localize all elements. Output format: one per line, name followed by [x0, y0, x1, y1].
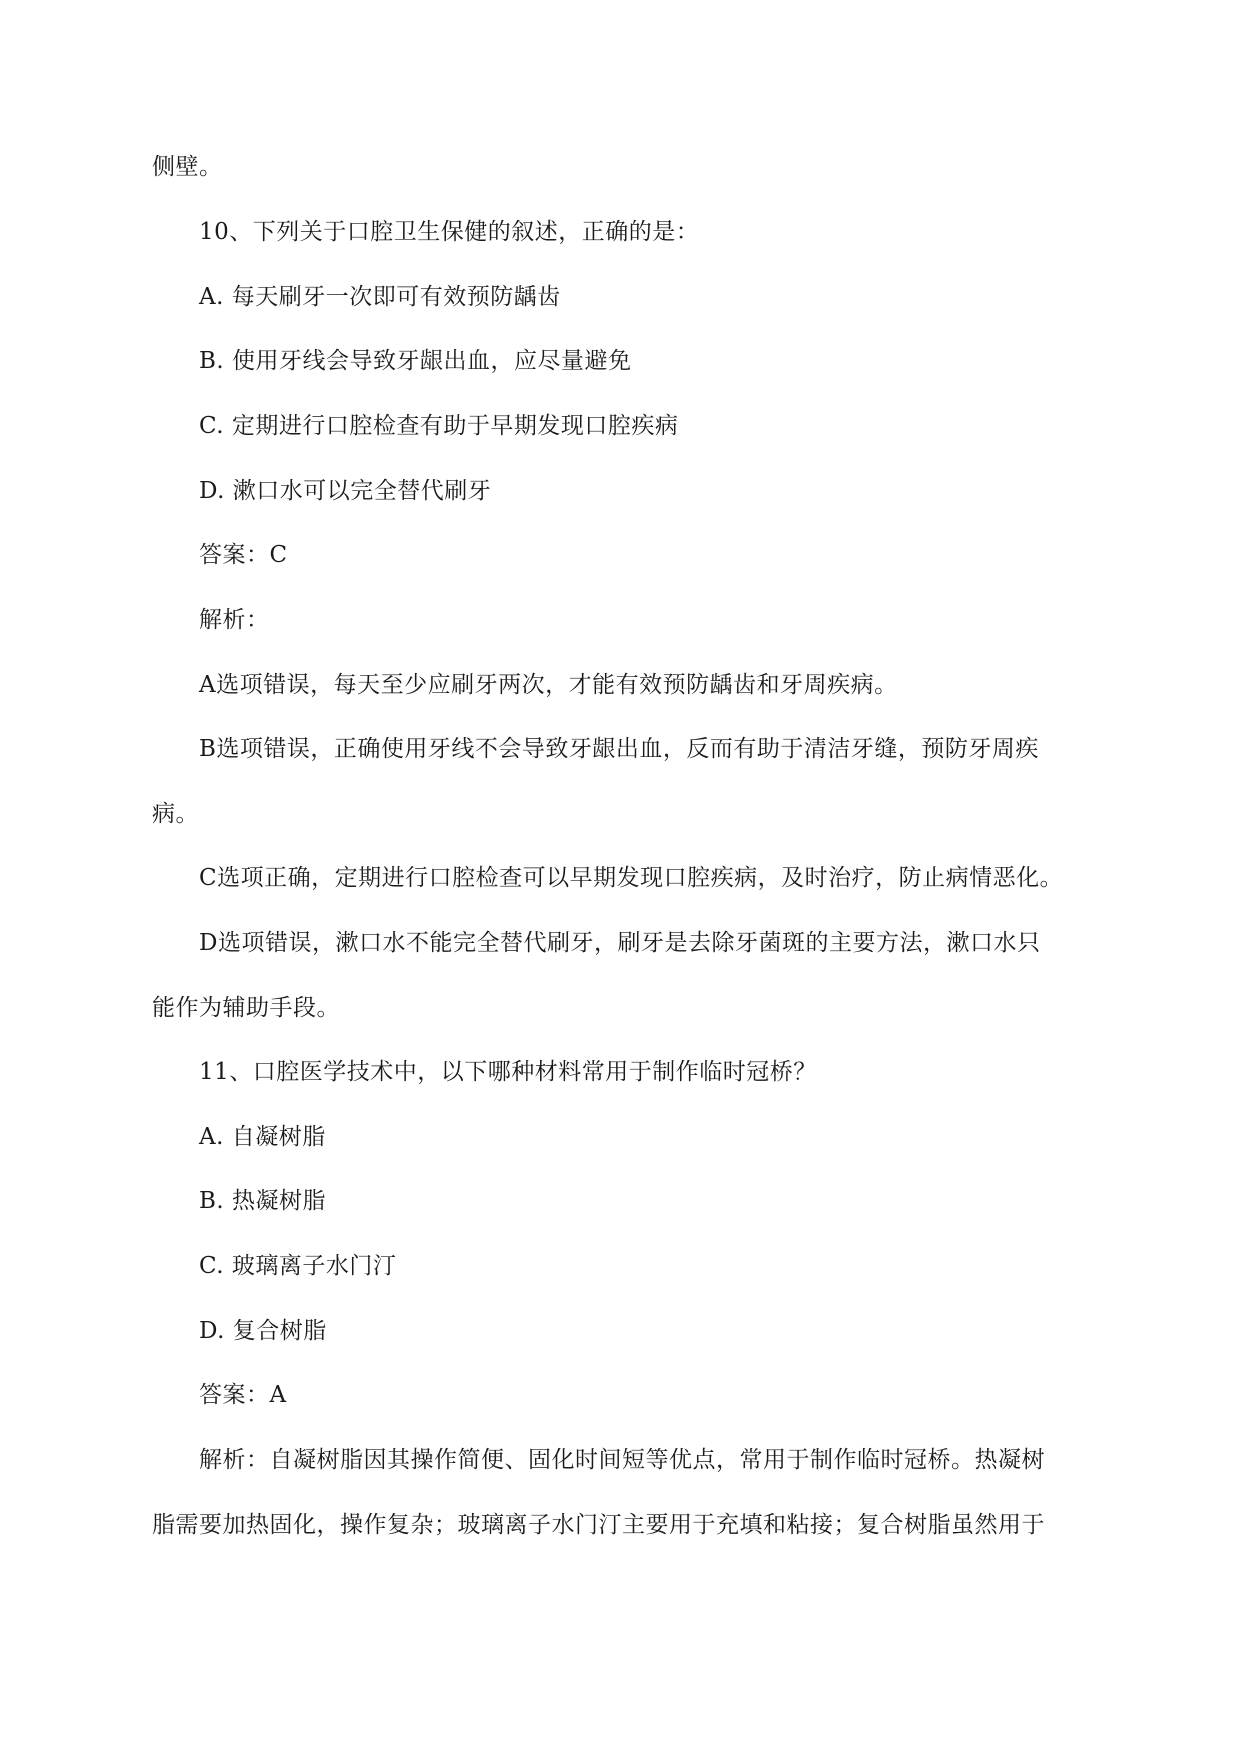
question-11-stem: 11、口腔医学技术中，以下哪种材料常用于制作临时冠桥？: [199, 1059, 817, 1085]
question-10-analysis-b-cont: 病。: [152, 801, 199, 827]
question-10-analysis-c: C选项正确，定期进行口腔检查可以早期发现口腔疾病，及时治疗，防止病情恶化。: [199, 865, 1064, 891]
text-line-continuation: 侧壁。: [152, 154, 223, 180]
question-11-option-a: A. 自凝树脂: [199, 1124, 326, 1150]
question-11-analysis-cont: 脂需要加热固化，操作复杂；玻璃离子水门汀主要用于充填和粘接；复合树脂虽然用于: [152, 1512, 1045, 1538]
question-10-option-b: B. 使用牙线会导致牙龈出血，应尽量避免: [199, 348, 632, 374]
question-10-stem: 10、下列关于口腔卫生保健的叙述，正确的是：: [199, 219, 700, 245]
question-10-option-c: C. 定期进行口腔检查有助于早期发现口腔疾病: [199, 413, 679, 439]
question-10-option-a: A. 每天刷牙一次即可有效预防龋齿: [199, 284, 561, 310]
question-11-answer: 答案：A: [199, 1382, 287, 1408]
question-10-answer: 答案：C: [199, 542, 288, 568]
question-10-analysis-d: D选项错误，漱口水不能完全替代刷牙，刷牙是去除牙菌斑的主要方法，漱口水只: [199, 930, 1041, 956]
question-10-analysis-d-cont: 能作为辅助手段。: [152, 995, 340, 1021]
question-10-analysis-a: A选项错误，每天至少应刷牙两次，才能有效预防龋齿和牙周疾病。: [199, 672, 898, 698]
question-10-analysis-b: B选项错误，正确使用牙线不会导致牙龈出血，反而有助于清洁牙缝，预防牙周疾: [199, 736, 1039, 762]
question-11-option-c: C. 玻璃离子水门汀: [199, 1253, 397, 1279]
question-11-option-b: B. 热凝树脂: [199, 1188, 327, 1214]
question-11-analysis: 解析：自凝树脂因其操作简便、固化时间短等优点，常用于制作临时冠桥。热凝树: [199, 1447, 1045, 1473]
question-10-option-d: D. 漱口水可以完全替代刷牙: [199, 478, 492, 504]
question-11-option-d: D. 复合树脂: [199, 1318, 327, 1344]
question-10-analysis-label: 解析：: [199, 607, 270, 633]
